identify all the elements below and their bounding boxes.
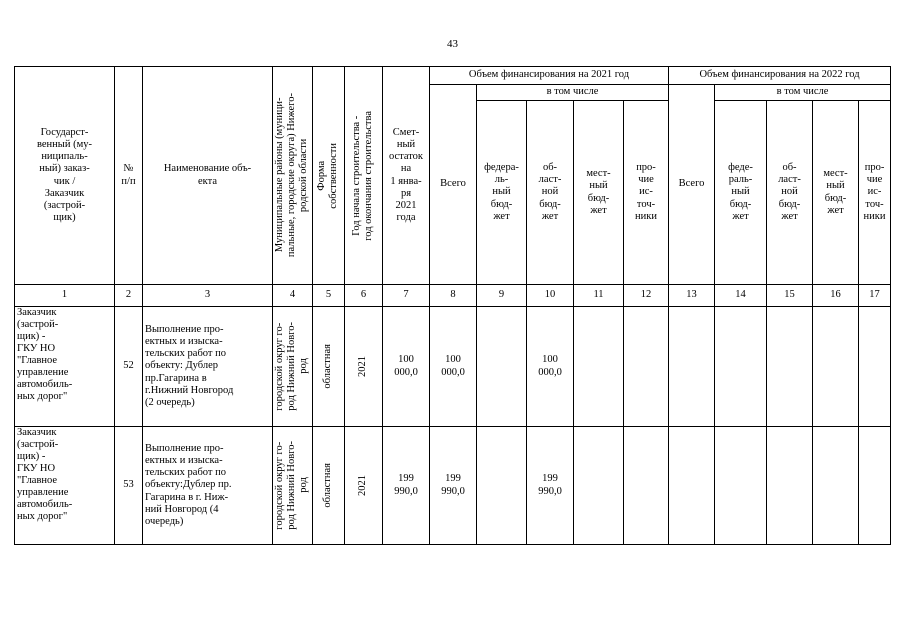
row-year: 2021 bbox=[345, 427, 383, 545]
table-row bbox=[15, 427, 891, 545]
row-num: 53 bbox=[115, 427, 143, 545]
header-district: Муниципальные районы (муници- пальные, городские округа) Нижего- родской области bbox=[273, 67, 313, 285]
row-total-2021: 199 990,0 bbox=[430, 427, 477, 545]
header-total-2022: Всего bbox=[669, 85, 715, 285]
column-number-row bbox=[15, 285, 891, 307]
column-number: 15 bbox=[767, 285, 813, 307]
row-customer: Заказчик (застрой- щик) - ГКУ НО "Главное управление автомобиль- ных дорог" bbox=[15, 307, 115, 427]
row-local-2021 bbox=[574, 307, 624, 427]
row-other-2021 bbox=[624, 427, 669, 545]
header-including-2021: в том числе bbox=[477, 85, 669, 101]
header-including-2022: в том числе bbox=[715, 85, 891, 101]
header-regional-2022: об- ласт- ной бюд- жет bbox=[767, 101, 813, 285]
header-num: № п/п bbox=[115, 67, 143, 285]
row-district: городской округ го- род Нижний Новго- род bbox=[273, 307, 313, 427]
column-number: 7 bbox=[383, 285, 430, 307]
column-number: 9 bbox=[477, 285, 527, 307]
row-ownership: областная bbox=[313, 427, 345, 545]
header-other-2022: про- чие ис- точ- ники bbox=[859, 101, 891, 285]
row-total-2022 bbox=[669, 427, 715, 545]
table-row bbox=[15, 307, 891, 427]
column-number: 3 bbox=[143, 285, 273, 307]
header-federal-2022: феде- раль- ный бюд- жет bbox=[715, 101, 767, 285]
header-total-2021: Всего bbox=[430, 85, 477, 285]
header-fin-2022: Объем финансирования на 2022 год bbox=[669, 67, 891, 85]
row-local-2022 bbox=[813, 307, 859, 427]
row-regional-2022 bbox=[767, 427, 813, 545]
row-other-2021 bbox=[624, 307, 669, 427]
header-customer: Государст- венный (му- ниципаль- ный) заказ- чик / Заказчик (застрой- щик) bbox=[15, 67, 115, 285]
column-number: 6 bbox=[345, 285, 383, 307]
header-local-2021: мест- ный бюд- жет bbox=[574, 101, 624, 285]
row-total-2021: 100 000,0 bbox=[430, 307, 477, 427]
header-estimate: Смет- ный остаток на 1 янва- ря 2021 года bbox=[383, 67, 430, 285]
column-number: 14 bbox=[715, 285, 767, 307]
header-other-2021: про- чие ис- точ- ники bbox=[624, 101, 669, 285]
row-num: 52 bbox=[115, 307, 143, 427]
row-object: Выполнение про- ектных и изыска- тельских работ по объекту:Дублер пр. Гагарина в г. Ниж- ний Новгород (4 очередь) bbox=[143, 427, 273, 545]
row-object: Выполнение про- ектных и изыска- тельских работ по объекту: Дублер пр.Гагарина в г.Нижний Новгород (2 очередь) bbox=[143, 307, 273, 427]
row-estimate: 100 000,0 bbox=[383, 307, 430, 427]
row-local-2021 bbox=[574, 427, 624, 545]
header-years: Год начала строительства - год окончания строительства bbox=[345, 67, 383, 285]
row-total-2022 bbox=[669, 307, 715, 427]
row-regional-2021: 199 990,0 bbox=[527, 427, 574, 545]
header-fin-2021: Объем финансирования на 2021 год bbox=[430, 67, 669, 85]
column-number: 11 bbox=[574, 285, 624, 307]
row-federal-2022 bbox=[715, 307, 767, 427]
row-estimate: 199 990,0 bbox=[383, 427, 430, 545]
row-regional-2022 bbox=[767, 307, 813, 427]
row-federal-2021 bbox=[477, 307, 527, 427]
column-number: 1 bbox=[15, 285, 115, 307]
header-local-2022: мест- ный бюд- жет bbox=[813, 101, 859, 285]
row-other-2022 bbox=[859, 427, 891, 545]
financing-table bbox=[14, 66, 891, 545]
column-number: 16 bbox=[813, 285, 859, 307]
column-number: 10 bbox=[527, 285, 574, 307]
row-federal-2022 bbox=[715, 427, 767, 545]
row-year: 2021 bbox=[345, 307, 383, 427]
row-other-2022 bbox=[859, 307, 891, 427]
page-number: 43 bbox=[447, 38, 458, 50]
column-number: 13 bbox=[669, 285, 715, 307]
header-regional-2021: об- ласт- ной бюд- жет bbox=[527, 101, 574, 285]
row-district: городской округ го- род Нижний Новго- род bbox=[273, 427, 313, 545]
column-number: 17 bbox=[859, 285, 891, 307]
header-federal-2021: федера- ль- ный бюд- жет bbox=[477, 101, 527, 285]
row-federal-2021 bbox=[477, 427, 527, 545]
column-number: 12 bbox=[624, 285, 669, 307]
row-local-2022 bbox=[813, 427, 859, 545]
column-number: 5 bbox=[313, 285, 345, 307]
row-customer: Заказчик (застрой- щик) - ГКУ НО "Главное управление автомобиль- ных дорог" bbox=[15, 427, 115, 545]
column-number: 2 bbox=[115, 285, 143, 307]
header-ownership: Форма собственности bbox=[313, 67, 345, 285]
row-regional-2021: 100 000,0 bbox=[527, 307, 574, 427]
header-object-name: Наименование объ- екта bbox=[143, 67, 273, 285]
row-ownership: областная bbox=[313, 307, 345, 427]
column-number: 8 bbox=[430, 285, 477, 307]
column-number: 4 bbox=[273, 285, 313, 307]
